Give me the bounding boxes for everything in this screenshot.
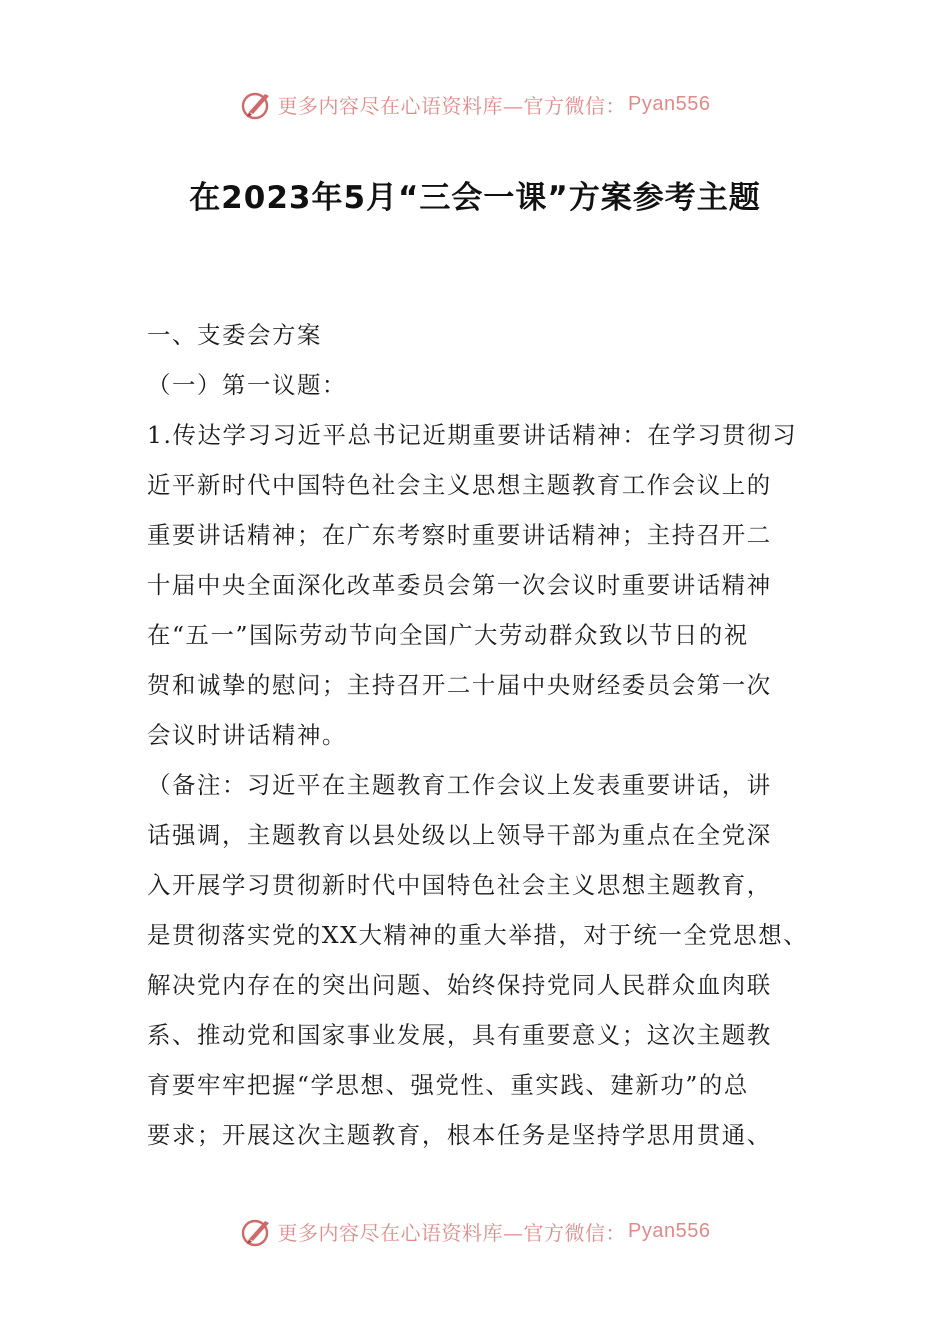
document-body bbox=[147, 310, 827, 1160]
section-heading: 一、支委会方案 bbox=[147, 321, 322, 349]
paragraph-line: 要求；开展这次主题教育，根本任务是坚持学思用贯通、 bbox=[147, 1121, 772, 1149]
watermark-text: 更多内容尽在心语资料库—官方微信： bbox=[277, 93, 627, 118]
watermark-header bbox=[0, 84, 950, 124]
pen-logo-icon bbox=[240, 87, 274, 121]
paragraph-line: 1.传达学习习近平总书记近期重要讲话精神：在学习贯彻习 bbox=[147, 421, 798, 449]
paragraph-line: 重要讲话精神；在广东考察时重要讲话精神；主持召开二 bbox=[147, 521, 772, 549]
paragraph-line: 近平新时代中国特色社会主义思想主题教育工作会议上的 bbox=[147, 471, 772, 499]
paragraph-line: 是贯彻落实党的XX大精神的重大举措，对于统一全党思想、 bbox=[147, 921, 809, 949]
watermark-wechat-id: Pyan556 bbox=[628, 1219, 711, 1242]
subsection-heading: （一）第一议题： bbox=[147, 371, 347, 399]
paragraph-line: 十届中央全面深化改革委员会第一次会议时重要讲话精神 bbox=[147, 571, 772, 599]
paragraph-line: 入开展学习贯彻新时代中国特色社会主义思想主题教育， bbox=[147, 871, 772, 899]
paragraph-line: 解决党内存在的突出问题、始终保持党同人民群众血肉联 bbox=[147, 971, 772, 999]
paragraph-line: 话强调，主题教育以县处级以上领导干部为重点在全党深 bbox=[147, 821, 772, 849]
paragraph-line: 在“五一”国际劳动节向全国广大劳动群众致以节日的祝 bbox=[147, 621, 749, 649]
watermark-wechat-id: Pyan556 bbox=[628, 92, 711, 115]
note-paragraph bbox=[147, 760, 827, 1160]
paragraph-line: （备注：习近平在主题教育工作会议上发表重要讲话，讲 bbox=[147, 771, 772, 799]
paragraph-line: 贺和诚挚的慰问；主持召开二十届中央财经委员会第一次 bbox=[147, 671, 772, 699]
paragraph-line: 系、推动党和国家事业发展，具有重要意义；这次主题教 bbox=[147, 1021, 772, 1049]
watermark-footer bbox=[0, 1211, 950, 1251]
pen-logo-icon bbox=[240, 1214, 274, 1248]
document-title: 在2023年5月“三会一课”方案参考主题 bbox=[189, 180, 761, 216]
item-1-paragraph bbox=[147, 410, 827, 760]
paragraph-line: 育要牢牢把握“学思想、强党性、重实践、建新功”的总 bbox=[147, 1071, 749, 1099]
watermark-text: 更多内容尽在心语资料库—官方微信： bbox=[277, 1220, 627, 1245]
paragraph-line: 会议时讲话精神。 bbox=[147, 721, 347, 749]
